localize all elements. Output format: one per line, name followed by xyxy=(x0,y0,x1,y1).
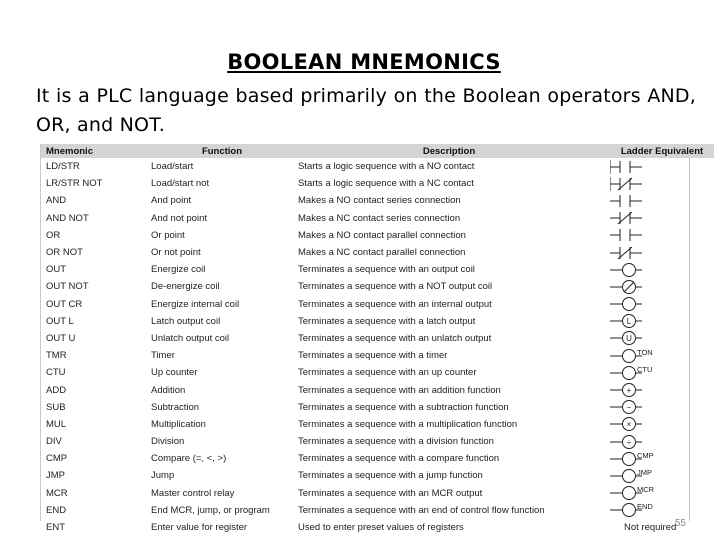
cell-ladder-equivalent xyxy=(600,175,714,192)
table-body xyxy=(41,158,714,536)
coil-symbol-icon xyxy=(610,313,702,329)
cell-function: Energize internal coil xyxy=(151,298,240,310)
table-row xyxy=(41,192,714,209)
cell-description: Terminates a sequence with an end of control flow function xyxy=(298,504,545,516)
contact-symbol-icon xyxy=(610,210,702,226)
table-row xyxy=(41,330,714,347)
cell-description: Terminates a sequence with an up counter xyxy=(298,367,477,379)
cell-function: Enter value for register xyxy=(151,522,248,534)
cell-function: Or not point xyxy=(151,247,201,259)
cell-ladder-equivalent xyxy=(600,192,714,209)
cell-function: Compare (=, <, >) xyxy=(151,453,227,465)
svg-text:CMP: CMP xyxy=(637,450,654,460)
cell-description: Terminates a sequence with a subtraction function xyxy=(298,401,509,413)
coil-symbol-icon xyxy=(610,382,702,398)
coil-symbol-icon xyxy=(610,296,702,312)
page-number: 55 xyxy=(674,518,686,529)
cell-mnemonic: DIV xyxy=(46,436,62,448)
contact-symbol-icon xyxy=(610,227,702,243)
cell-mnemonic: OR xyxy=(46,229,61,241)
contact-symbol-icon xyxy=(610,245,702,261)
cell-mnemonic: OUT U xyxy=(46,332,76,344)
coil-symbol-icon xyxy=(610,279,702,295)
table-row xyxy=(41,278,714,295)
cell-description: Starts a logic sequence with a NC contact xyxy=(298,178,474,190)
coil-symbol-icon xyxy=(610,451,702,467)
svg-text:÷: ÷ xyxy=(626,437,632,447)
table-row xyxy=(41,519,714,536)
cell-mnemonic: END xyxy=(46,504,67,516)
cell-function: And not point xyxy=(151,212,207,224)
cell-description: Terminates a sequence with a jump function xyxy=(298,470,483,482)
coil-symbol-icon xyxy=(610,434,702,450)
cell-description: Makes a NC contact series connection xyxy=(298,212,461,224)
cell-ladder-equivalent xyxy=(600,450,714,467)
header-function: Function xyxy=(146,144,293,158)
coil-symbol-icon xyxy=(610,262,702,278)
table-row xyxy=(41,364,714,381)
cell-description: Terminates a sequence with a latch output xyxy=(298,315,476,327)
cell-ladder-equivalent xyxy=(600,502,714,519)
cell-function: Jump xyxy=(151,470,175,482)
svg-text:−: − xyxy=(626,403,632,413)
cell-ladder-equivalent xyxy=(600,158,714,175)
cell-mnemonic: MCR xyxy=(46,487,68,499)
cell-description: Terminates a sequence with a multiplication function xyxy=(298,418,518,430)
cell-function: Latch output coil xyxy=(151,315,221,327)
cell-mnemonic: LR/STR NOT xyxy=(46,178,103,190)
svg-text:CTU: CTU xyxy=(637,364,653,374)
table-row xyxy=(41,261,714,278)
contact-symbol-icon xyxy=(610,176,702,192)
cell-description: Terminates a sequence with an addition function xyxy=(298,384,501,396)
cell-description: Terminates a sequence with an unlatch output xyxy=(298,332,492,344)
table-row xyxy=(41,227,714,244)
cell-function: Master control relay xyxy=(151,487,235,499)
contact-symbol-icon xyxy=(610,159,702,175)
svg-text:+: + xyxy=(626,386,632,396)
cell-ladder-equivalent xyxy=(600,296,714,313)
coil-symbol-icon xyxy=(610,502,702,518)
coil-symbol-icon xyxy=(610,399,702,415)
cell-ladder-equivalent xyxy=(600,467,714,484)
table-row xyxy=(41,175,714,192)
cell-ladder-equivalent xyxy=(600,261,714,278)
cell-ladder-equivalent xyxy=(600,399,714,416)
cell-ladder-equivalent xyxy=(600,313,714,330)
cell-mnemonic: LD/STR xyxy=(46,161,80,173)
cell-mnemonic: OR NOT xyxy=(46,247,83,259)
table-row xyxy=(41,450,714,467)
table-row xyxy=(41,467,714,484)
mnemonics-table xyxy=(41,144,714,536)
cell-mnemonic: AND xyxy=(46,195,67,207)
table-row xyxy=(41,210,714,227)
cell-function: Energize coil xyxy=(151,264,206,276)
cell-ladder-equivalent xyxy=(600,364,714,381)
cell-function: Up counter xyxy=(151,367,198,379)
cell-ladder-equivalent xyxy=(600,278,714,295)
cell-description: Terminates a sequence with an output coil xyxy=(298,264,475,276)
table-row xyxy=(41,296,714,313)
cell-mnemonic: MUL xyxy=(46,418,67,430)
cell-function: End MCR, jump, or program xyxy=(151,504,270,516)
cell-description: Makes a NC contact parallel connection xyxy=(298,247,466,259)
cell-description: Used to enter preset values of registers xyxy=(298,522,464,534)
cell-mnemonic: SUB xyxy=(46,401,66,413)
cell-mnemonic: ENT xyxy=(46,522,65,534)
table-row xyxy=(41,502,714,519)
coil-symbol-icon xyxy=(610,485,702,501)
cell-function: Multiplication xyxy=(151,418,206,430)
cell-mnemonic: CTU xyxy=(46,367,66,379)
cell-mnemonic: OUT xyxy=(46,264,67,276)
slide-title: BOOLEAN MNEMONICS xyxy=(227,50,501,74)
cell-ladder-equivalent xyxy=(600,519,714,536)
table-row xyxy=(41,485,714,502)
cell-function: Division xyxy=(151,436,185,448)
cell-function: De-energize coil xyxy=(151,281,220,293)
cell-mnemonic: TMR xyxy=(46,350,67,362)
cell-ladder-equivalent xyxy=(600,244,714,261)
cell-ladder-equivalent xyxy=(600,347,714,364)
svg-text:MCR: MCR xyxy=(637,485,655,495)
coil-symbol-icon xyxy=(610,365,702,381)
cell-mnemonic: AND NOT xyxy=(46,212,89,224)
cell-function: Load/start xyxy=(151,161,194,173)
cell-mnemonic: OUT L xyxy=(46,315,74,327)
coil-symbol-icon xyxy=(610,348,702,364)
table-row xyxy=(41,244,714,261)
cell-function: And point xyxy=(151,195,192,207)
svg-text:TON: TON xyxy=(637,347,653,357)
svg-text:×: × xyxy=(626,420,632,430)
table-row xyxy=(41,399,714,416)
cell-function: Timer xyxy=(151,350,175,362)
cell-ladder-equivalent xyxy=(600,433,714,450)
cell-mnemonic: JMP xyxy=(46,470,65,482)
cell-ladder-equivalent xyxy=(600,210,714,227)
coil-symbol-icon xyxy=(610,416,702,432)
cell-description: Makes a NO contact parallel connection xyxy=(298,229,466,241)
svg-text:L: L xyxy=(626,317,632,327)
table-row xyxy=(41,416,714,433)
table-row xyxy=(41,158,714,175)
cell-mnemonic: OUT NOT xyxy=(46,281,89,293)
cell-mnemonic: ADD xyxy=(46,384,67,396)
table-header-row xyxy=(41,144,714,158)
cell-ladder-equivalent xyxy=(600,416,714,433)
header-ladder-equivalent: Ladder Equivalent xyxy=(600,144,714,158)
cell-description: Terminates a sequence with a timer xyxy=(298,350,448,362)
cell-description: Terminates a sequence with a division function xyxy=(298,436,494,448)
cell-function: Load/start not xyxy=(151,178,210,190)
cell-ladder-equivalent xyxy=(600,227,714,244)
svg-text:JMP: JMP xyxy=(637,467,652,477)
table-row xyxy=(41,381,714,398)
cell-mnemonic: OUT CR xyxy=(46,298,83,310)
cell-ladder-equivalent xyxy=(600,485,714,502)
cell-description: Starts a logic sequence with a NO contact xyxy=(298,161,475,173)
header-mnemonic: Mnemonic xyxy=(41,144,146,158)
slide-intro: It is a PLC language based primarily on the Boolean operators AND, OR, and NOT. xyxy=(36,85,696,136)
cell-function: Subtraction xyxy=(151,401,200,413)
svg-text:END: END xyxy=(637,502,653,512)
header-description: Description xyxy=(293,144,600,158)
svg-text:U: U xyxy=(626,334,632,344)
contact-symbol-icon xyxy=(610,193,702,209)
table-row xyxy=(41,313,714,330)
ladder-text: Not required xyxy=(624,522,677,534)
cell-ladder-equivalent xyxy=(600,381,714,398)
cell-function: Addition xyxy=(151,384,186,396)
cell-ladder-equivalent xyxy=(600,330,714,347)
cell-function: Or point xyxy=(151,229,185,241)
cell-description: Terminates a sequence with a compare function xyxy=(298,453,500,465)
cell-function: Unlatch output coil xyxy=(151,332,230,344)
cell-description: Terminates a sequence with an internal output xyxy=(298,298,492,310)
cell-mnemonic: CMP xyxy=(46,453,68,465)
cell-description: Terminates a sequence with a NOT output coil xyxy=(298,281,493,293)
table-row xyxy=(41,347,714,364)
coil-symbol-icon xyxy=(610,468,702,484)
table-row xyxy=(41,433,714,450)
cell-description: Terminates a sequence with an MCR output xyxy=(298,487,483,499)
cell-description: Makes a NO contact series connection xyxy=(298,195,461,207)
coil-symbol-icon xyxy=(610,330,702,346)
